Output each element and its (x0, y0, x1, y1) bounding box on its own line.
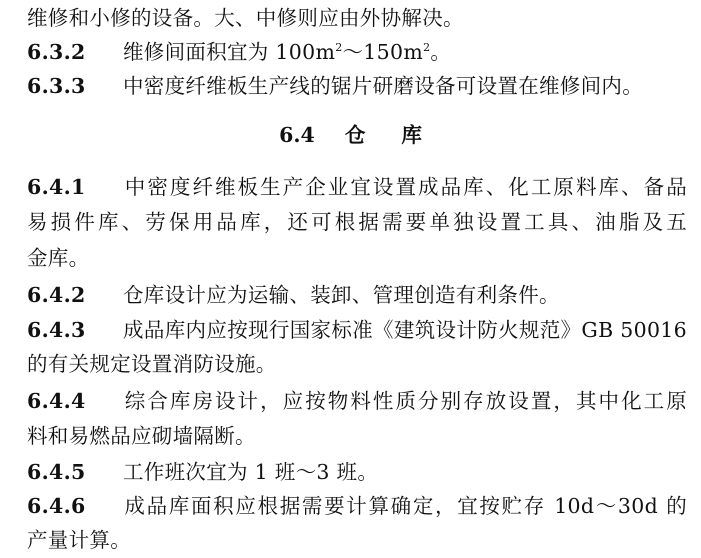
clause-text: 中密度纤维板生产线的锯片研磨设备可设置在维修间内。 (123, 74, 643, 98)
clause-text-part: 维修间面积宜为 100m (123, 40, 336, 64)
clause-text: 金库。 (27, 246, 90, 270)
clause-text: 成品库内应按现行国家标准《建筑设计防火规范》GB 50016 (123, 318, 687, 342)
clause-6-4-1-line3 (27, 240, 687, 276)
clause-number: 6.3.2 (27, 40, 86, 64)
clause-6-4-4-line1 (27, 383, 687, 419)
continuation-text: 维修和小修的设备。大、中修则应由外协解决。 (27, 6, 464, 30)
clause-text: 产量计算。 (27, 528, 131, 552)
superscript: 2 (423, 41, 431, 54)
clause-6-4-2 (27, 277, 687, 313)
clause-text: 仓库设计应为运输、装卸、管理创造有利条件。 (123, 283, 560, 307)
clause-6-4-1-line1 (27, 169, 687, 205)
clause-number: 6.3.3 (27, 74, 86, 98)
clause-6-4-3-line2 (27, 346, 687, 382)
clause-6-4-6-line2 (27, 522, 687, 558)
clause-6-4-1-line2 (27, 204, 687, 240)
clause-6-4-4-line2 (27, 418, 687, 454)
clause-text: 中密度纤维板生产企业宜设置成品库、化工原料库、备品 (123, 175, 687, 199)
clause-6-3-3 (27, 68, 687, 104)
clause-number: 6.4.1 (27, 175, 86, 199)
clause-text: 的有关规定设置消防设施。 (27, 352, 277, 376)
clause-text-part: ～150m (342, 40, 424, 64)
clause-6-4-5 (27, 454, 687, 490)
clause-number: 6.4.2 (27, 283, 86, 307)
section-title: 仓库 (344, 123, 458, 147)
clause-6-4-6-line1 (27, 488, 687, 524)
clause-text-part: 。 (430, 40, 452, 64)
clause-number: 6.4.6 (27, 494, 86, 518)
clause-6-3-2 (27, 34, 687, 70)
clause-6-4-3-line1 (27, 312, 687, 348)
clause-text: 料和易燃品应砌墙隔断。 (27, 424, 256, 448)
clause-text: 易损件库、劳保用品库，还可根据需要单独设置工具、油脂及五 (27, 210, 687, 234)
clause-number: 6.4.3 (27, 318, 86, 342)
section-heading (0, 117, 701, 153)
clause-text: 工作班次宜为 1 班～3 班。 (123, 460, 379, 484)
section-number: 6.4 (279, 123, 315, 147)
clause-number: 6.4.4 (27, 389, 86, 413)
clause-number: 6.4.5 (27, 460, 86, 484)
continuation-line (27, 0, 687, 36)
clause-text: 综合库房设计，应按物料性质分别存放设置，其中化工原 (123, 389, 687, 413)
superscript: 2 (335, 41, 343, 54)
clause-text: 成品库面积应根据需要计算确定，宜按贮存 10d～30d 的 (123, 494, 687, 518)
